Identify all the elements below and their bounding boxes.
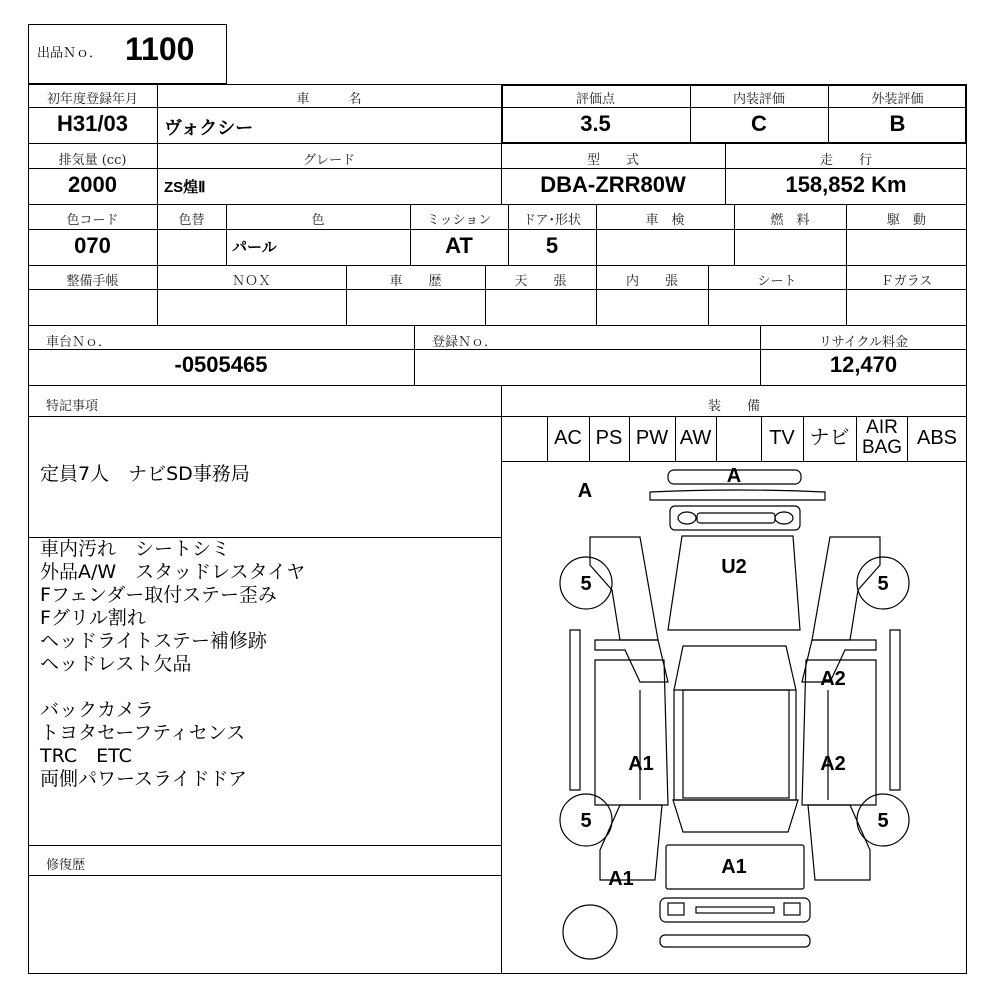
mark-right-rear-door: A2 xyxy=(820,753,846,775)
note-line: トヨタセーフティセンス xyxy=(40,722,246,744)
roof xyxy=(683,690,789,798)
rear-window xyxy=(673,800,798,832)
doors-header: ドア･形状 xyxy=(522,213,582,228)
maintenance-header: 整備手帳 xyxy=(66,274,119,289)
color-header: 色 xyxy=(311,213,325,228)
left-front-door xyxy=(595,640,668,682)
mark-front-bumper: A xyxy=(726,465,742,487)
repair-header: 修復歴 xyxy=(46,858,86,873)
transmission-header: ミッション xyxy=(426,213,492,228)
car-name-header: 車 名 xyxy=(296,92,362,107)
mark-tire-fr: 5 xyxy=(877,573,889,595)
fuel-header: 燃 料 xyxy=(770,213,810,228)
drive-header: 駆 動 xyxy=(886,213,926,228)
color-change-header: 色替 xyxy=(178,213,205,228)
note-line: ヘッドレスト欠品 xyxy=(40,653,192,675)
mark-front-left: A xyxy=(577,480,593,502)
mark-left-slide-door: A1 xyxy=(628,753,654,775)
mark-tire-rl: 5 xyxy=(580,810,592,832)
score-value: 3.5 xyxy=(580,111,611,136)
note-line xyxy=(40,676,305,699)
notes-header: 特記事項 xyxy=(46,399,99,414)
mark-back-door: A1 xyxy=(721,856,747,878)
grade-header: グレード xyxy=(302,153,355,168)
mark-rear-left: A1 xyxy=(608,868,634,890)
equip-aw: AW xyxy=(679,427,712,449)
recycle-header: リサイクル料金 xyxy=(818,335,909,350)
equip-abs: ABS xyxy=(916,427,958,449)
equip-ps: PS xyxy=(595,427,623,449)
equip-pw: PW xyxy=(635,427,669,449)
note-line: バックカメラ xyxy=(40,699,155,721)
equip-ac: AC xyxy=(554,427,582,449)
f-glass-header: Ｆガラス xyxy=(880,274,933,289)
equip-airbag: AIR BAG xyxy=(861,417,903,458)
chassis-header: 車台Ｎｏ． xyxy=(46,335,112,350)
note-line: ヘッドライトステー補修跡 xyxy=(40,630,267,652)
first-reg-header: 初年度登録年月 xyxy=(46,92,138,107)
car-name-value: ヴォクシー xyxy=(164,118,254,138)
mark-right-front-door: A2 xyxy=(820,668,846,690)
equipment-header: 装 備 xyxy=(707,399,760,414)
mileage-value: 158,852 Km xyxy=(785,172,907,197)
note-line: TRC ETC xyxy=(40,745,132,767)
lot-number-box xyxy=(28,24,227,84)
displacement-value: 2000 xyxy=(68,172,117,197)
displacement-header: 排気量 (cc) xyxy=(58,153,127,168)
spare-tire xyxy=(563,905,617,959)
notes-line-1: 定員7人 ナビSD事務局 xyxy=(40,463,250,485)
history-header: 車 歴 xyxy=(389,274,442,289)
grade-value: ZS煌Ⅱ xyxy=(164,179,206,196)
equip-tv: TV xyxy=(769,427,795,449)
mark-hood: U2 xyxy=(721,556,747,578)
front-grille xyxy=(670,506,800,530)
mileage-header: 走 行 xyxy=(819,153,872,168)
doors-value: 5 xyxy=(545,233,559,258)
note-line: Fグリル割れ xyxy=(40,607,146,629)
sunroof-header: 天 張 xyxy=(514,274,567,289)
windshield xyxy=(674,646,796,690)
color-code-value: 070 xyxy=(74,233,111,258)
exterior-value: B xyxy=(889,111,906,136)
nox-header: ＮＯＸ xyxy=(231,274,271,289)
note-line: 外品A/W スタッドレスタイヤ xyxy=(40,561,306,583)
lot-label: 出品Ｎｏ． xyxy=(37,46,103,61)
seat-header: シート xyxy=(757,274,797,289)
mark-tire-rr: 5 xyxy=(877,810,889,832)
score-header: 評価点 xyxy=(575,92,615,107)
inner-roof-header: 内 張 xyxy=(625,274,678,289)
note-line: Fフェンダー取付ステー歪み xyxy=(40,584,277,606)
hood xyxy=(668,536,800,630)
lot-number: 1100 xyxy=(125,31,195,67)
notes-list xyxy=(40,538,305,791)
interior-value: C xyxy=(751,111,767,136)
rear-bumper xyxy=(660,898,810,922)
color-value: パール xyxy=(232,239,277,256)
color-code-header: 色コード xyxy=(66,213,119,228)
car-diagram xyxy=(502,462,966,973)
first-reg-value: H31/03 xyxy=(57,111,128,136)
inspection-header: 車 検 xyxy=(645,213,685,228)
equip-navi: ナビ xyxy=(809,427,850,449)
note-line: 両側パワースライドドア xyxy=(40,768,247,790)
interior-header: 内装評価 xyxy=(732,92,785,107)
note-line: 車内汚れ シートシミ xyxy=(40,538,231,560)
mark-tire-fl: 5 xyxy=(580,573,592,595)
transmission-value: AT xyxy=(445,233,473,258)
exterior-header: 外装評価 xyxy=(871,92,924,107)
front-bumper xyxy=(650,490,825,500)
model-header: 型 式 xyxy=(586,153,639,168)
model-value: DBA-ZRR80W xyxy=(540,172,686,197)
registration-header: 登録Ｎｏ． xyxy=(432,335,498,350)
recycle-value: 12,470 xyxy=(829,352,898,377)
chassis-value: -0505465 xyxy=(174,352,268,377)
